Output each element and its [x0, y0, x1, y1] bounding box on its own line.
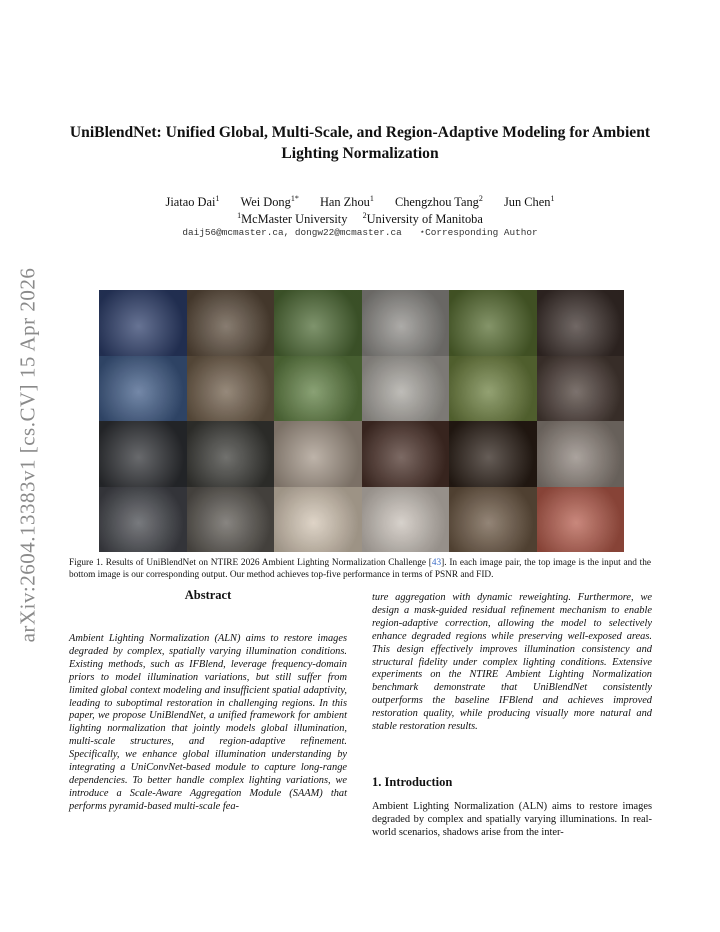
- author: Jun Chen$^1$: [503, 194, 555, 210]
- figure-photo-tile: [449, 421, 537, 487]
- figure-photo-tile: [99, 487, 187, 553]
- figure-photo-tile: [99, 356, 187, 422]
- abstract-heading: Abstract: [184, 588, 232, 602]
- figure-photo-tile: [537, 356, 625, 422]
- affiliation: $^1$McMaster University: [237, 211, 348, 227]
- intro-paragraph: Ambient Lighting Normalization (ALN) aims to restore images degraded by complex and spatially varying illuminations. In real-world scenarios, shadows arise from the inter-: [372, 801, 652, 838]
- figure-photo-tile: [537, 421, 625, 487]
- figure-image-grid: [99, 290, 624, 552]
- figure-photo-tile: [449, 356, 537, 422]
- figure-photo-tile: [362, 487, 450, 553]
- figure-photo-tile: [537, 290, 625, 356]
- figure-photo-tile: [187, 290, 275, 356]
- figure-photo-tile: [99, 421, 187, 487]
- author: Chengzhou Tang$^2$: [394, 194, 483, 210]
- section-heading: 1. Introduction: [372, 775, 453, 789]
- figure-photo-tile: [362, 356, 450, 422]
- paper-title: UniBlendNet: Unified Global, Multi-Scale, and Region-Adaptive Modeling for Ambient Lighting Normalization: [69, 124, 651, 162]
- figure-1: [99, 290, 624, 552]
- figure-photo-tile: [537, 487, 625, 553]
- affiliations: [60, 207, 660, 228]
- figure-photo-tile: [274, 290, 362, 356]
- figure-photo-tile: [274, 487, 362, 553]
- figure-photo-tile: [274, 356, 362, 422]
- figure-photo-tile: [187, 356, 275, 422]
- figure-photo-tile: [362, 421, 450, 487]
- arxiv-stamp-text: arXiv:2604.13383v1 [cs.CV] 15 Apr 2026: [15, 267, 40, 643]
- figure-photo-tile: [362, 290, 450, 356]
- corresponding-note: ⋆Corresponding Author: [419, 227, 538, 238]
- figure-photo-tile: [449, 487, 537, 553]
- author: Wei Dong$^{1*}$: [240, 194, 299, 210]
- abstract-text-left: Ambient Lighting Normalization (ALN) aims to restore images degraded by complex, spatially varying illumination conditions. Existing methods, such as IFBlend, leverage frequency-domain priors to model illumination variations, but still suffer from limited global context modeling and insufficient spatial adaptivity, leading to suboptimal restoration in challenging regions. In this paper, we propose UniBlendNet, a unified framework for ambient lighting normalization that jointly models global illumination, multi-scale structures, and region-adaptive refinement. Specifically, we enhance global illumination understanding by integrating a UniConvNet-based module to capture long-range dependencies. To better handle complex lighting variations, we introduce a Scale-Aware Aggregation Module (SAAM) that performs pyramid-based multi-scale fea-: [69, 633, 347, 812]
- figure-photo-tile: [449, 290, 537, 356]
- author: Han Zhou$^1$: [319, 194, 374, 210]
- email-addresses: daij56@mcmaster.ca, dongw22@mcmaster.ca: [182, 227, 402, 238]
- figure-photo-tile: [99, 290, 187, 356]
- email-line: [60, 227, 660, 238]
- figure-photo-tile: [187, 487, 275, 553]
- figure-photo-tile: [187, 421, 275, 487]
- abstract-text-right: ture aggregation with dynamic reweighting. Furthermore, we design a mask-guided residual refinement mechanism to enable region-adaptive correction, allowing the model to selectively enhance degraded regions while preserving well-exposed areas. This design effectively improves illumination consistency and structural fidelity under complex lighting conditions. Extensive experiments on the NTIRE Ambient Lighting Normalization benchmark demonstrate that UniBlendNet consistently outperforms the baseline IFBlend and achieves improved restoration quality, while producing visually more natural and stable restoration results.: [372, 592, 652, 733]
- figure-photo-tile: [274, 421, 362, 487]
- affiliation: $^2$University of Manitoba: [362, 211, 483, 227]
- citation-link[interactable]: 43: [431, 558, 442, 568]
- figure-caption: Figure 1. Results of UniBlendNet on NTIRE 2026 Ambient Lighting Normalization Challenge [43]. In each image pair, the top image is the input and the bottom image is our corresponding output. Our method achieves top-five performance in terms of PSNR and FID.: [69, 558, 651, 580]
- author: Jiatao Dai$^1$: [165, 194, 220, 210]
- arxiv-stamp: [6, 260, 50, 650]
